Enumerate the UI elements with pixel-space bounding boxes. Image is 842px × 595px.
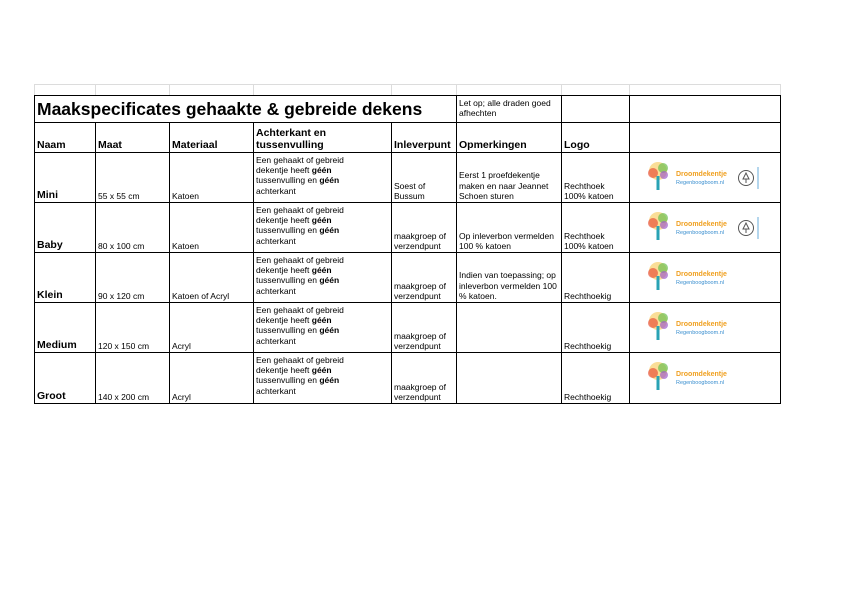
- row-name: Groot: [37, 390, 66, 402]
- header-maat: Maat: [98, 139, 122, 151]
- row-name: Klein: [37, 289, 63, 301]
- achterkant-line: Een gehaakt of gebreid: [256, 205, 344, 215]
- header-achterkant: Achterkant en tussenvulling: [256, 127, 327, 151]
- row-achterkant: [254, 303, 391, 352]
- logo-image: [630, 153, 780, 202]
- row-inleverpunt: maakgroep of verzendpunt: [394, 381, 446, 402]
- row-logo-text: Rechthoekig: [564, 340, 612, 351]
- row-achterkant: [254, 153, 391, 202]
- achterkant-line: dekentje heeft géén: [256, 365, 332, 376]
- rainbow-tree-icon: [648, 212, 668, 240]
- achterkant-line: Een gehaakt of gebreid: [256, 155, 344, 165]
- achterkant-line: tussenvulling en géén: [256, 325, 340, 336]
- site-text: Regenboogboom.nl: [676, 229, 725, 236]
- achterkant-line: tussenvulling en géén: [256, 375, 340, 386]
- logo-image: [630, 303, 780, 352]
- row-maat: 55 x 55 cm: [98, 190, 140, 201]
- row-achterkant: [254, 353, 391, 403]
- row-opmerkingen: Indien van toepassing; op inleverbon vermelden 100 % katoen.: [459, 270, 557, 301]
- gridline: [391, 84, 392, 95]
- row-materiaal: Acryl: [172, 340, 191, 351]
- header-inleverpunt: Inleverpunt: [394, 139, 451, 151]
- gridline: [780, 84, 781, 95]
- row-maat: 90 x 120 cm: [98, 290, 145, 301]
- row-maat: 80 x 100 cm: [98, 240, 145, 251]
- gridline: [34, 84, 35, 95]
- header-naam: Naam: [37, 139, 66, 151]
- row-achterkant: [254, 203, 391, 252]
- rainbow-tree-icon: [648, 262, 668, 290]
- brand-text: Droomdekentje: [676, 371, 727, 378]
- table-border: [34, 403, 781, 404]
- gridline: [253, 84, 254, 95]
- droomdekentje-logo: [646, 211, 764, 245]
- droomdekentje-logo: [646, 261, 764, 295]
- droomdekentje-logo: [646, 311, 764, 345]
- achterkant-line: achterkant: [256, 235, 296, 246]
- row-materiaal: Katoen: [172, 190, 199, 201]
- gridline: [456, 84, 457, 95]
- header-logo: Logo: [564, 139, 590, 151]
- droomdekentje-logo: [646, 161, 764, 195]
- achterkant-line: achterkant: [256, 385, 296, 396]
- gridline: [169, 84, 170, 95]
- logo-image: [630, 253, 780, 302]
- gridline: [95, 84, 96, 95]
- row-maat: 140 x 200 cm: [98, 391, 150, 402]
- brand-text: Droomdekentje: [676, 170, 727, 178]
- achterkant-line: achterkant: [256, 285, 296, 296]
- table-border: [780, 95, 781, 404]
- row-logo-text: Rechthoekig: [564, 391, 612, 402]
- site-text: Regenboogboom.nl: [676, 380, 725, 386]
- header-materiaal: Materiaal: [172, 139, 218, 151]
- brand-text: Droomdekentje: [676, 270, 727, 278]
- droomdekentje-logo: [646, 361, 764, 395]
- achterkant-line: achterkant: [256, 185, 296, 196]
- rainbow-tree-icon: [648, 162, 668, 190]
- row-logo-text: Rechthoek 100% katoen: [564, 230, 614, 251]
- brand-text: Droomdekentje: [676, 320, 727, 328]
- achterkant-line: dekentje heeft géén: [256, 165, 332, 176]
- note-cell: Let op; alle draden goed afhechten: [459, 98, 551, 119]
- logo-image: [630, 353, 780, 403]
- row-achterkant: [254, 253, 391, 302]
- row-name: Medium: [37, 339, 77, 351]
- achterkant-line: dekentje heeft géén: [256, 315, 332, 326]
- gridline: [629, 84, 630, 95]
- achterkant-line: Een gehaakt of gebreid: [256, 255, 344, 265]
- row-opmerkingen: [457, 353, 561, 403]
- row-opmerkingen: [457, 303, 561, 352]
- achterkant-line: dekentje heeft géén: [256, 265, 332, 276]
- achterkant-line: dekentje heeft géén: [256, 215, 332, 226]
- row-logo-text: Rechthoekig: [564, 290, 612, 301]
- gridline: [34, 84, 781, 85]
- row-inleverpunt: Soest of Bussum: [394, 180, 426, 201]
- row-materiaal: Katoen of Acryl: [172, 290, 230, 301]
- achterkant-line: tussenvulling en géén: [256, 175, 340, 186]
- row-name: Mini: [37, 189, 58, 201]
- brand-text: Droomdekentje: [676, 220, 727, 228]
- gridline: [561, 84, 562, 95]
- row-opmerkingen: Eerst 1 proefdekentje maken en naar Jeannet Schoen sturen: [459, 170, 549, 201]
- sheet-title: Maakspecificates gehaakte & gebreide dekens: [37, 98, 423, 119]
- row-opmerkingen: Op inleverbon vermelden 100 % katoen: [459, 230, 554, 251]
- achterkant-line: Een gehaakt of gebreid: [256, 305, 344, 315]
- row-materiaal: Acryl: [172, 391, 191, 402]
- achterkant-line: tussenvulling en géén: [256, 275, 340, 286]
- logo-image: [630, 203, 780, 252]
- row-inleverpunt: maakgroep of verzendpunt: [394, 230, 446, 251]
- site-text: Regenboogboom.nl: [676, 279, 725, 286]
- cotton-badge-icon: [739, 167, 760, 189]
- achterkant-line: tussenvulling en géén: [256, 225, 340, 236]
- site-text: Regenboogboom.nl: [676, 179, 725, 186]
- row-inleverpunt: maakgroep of verzendpunt: [394, 280, 446, 301]
- row-materiaal: Katoen: [172, 240, 199, 251]
- achterkant-line: achterkant: [256, 335, 296, 346]
- cotton-badge-icon: [739, 217, 760, 239]
- achterkant-line: Een gehaakt of gebreid: [256, 355, 344, 365]
- row-maat: 120 x 150 cm: [98, 340, 150, 351]
- row-name: Baby: [37, 239, 63, 251]
- row-logo-text: Rechthoek 100% katoen: [564, 180, 614, 201]
- row-inleverpunt: maakgroep of verzendpunt: [394, 330, 446, 351]
- header-opmerkingen: Opmerkingen: [459, 139, 527, 151]
- site-text: Regenboogboom.nl: [676, 329, 725, 336]
- rainbow-tree-icon: [648, 362, 668, 390]
- rainbow-tree-icon: [648, 312, 668, 340]
